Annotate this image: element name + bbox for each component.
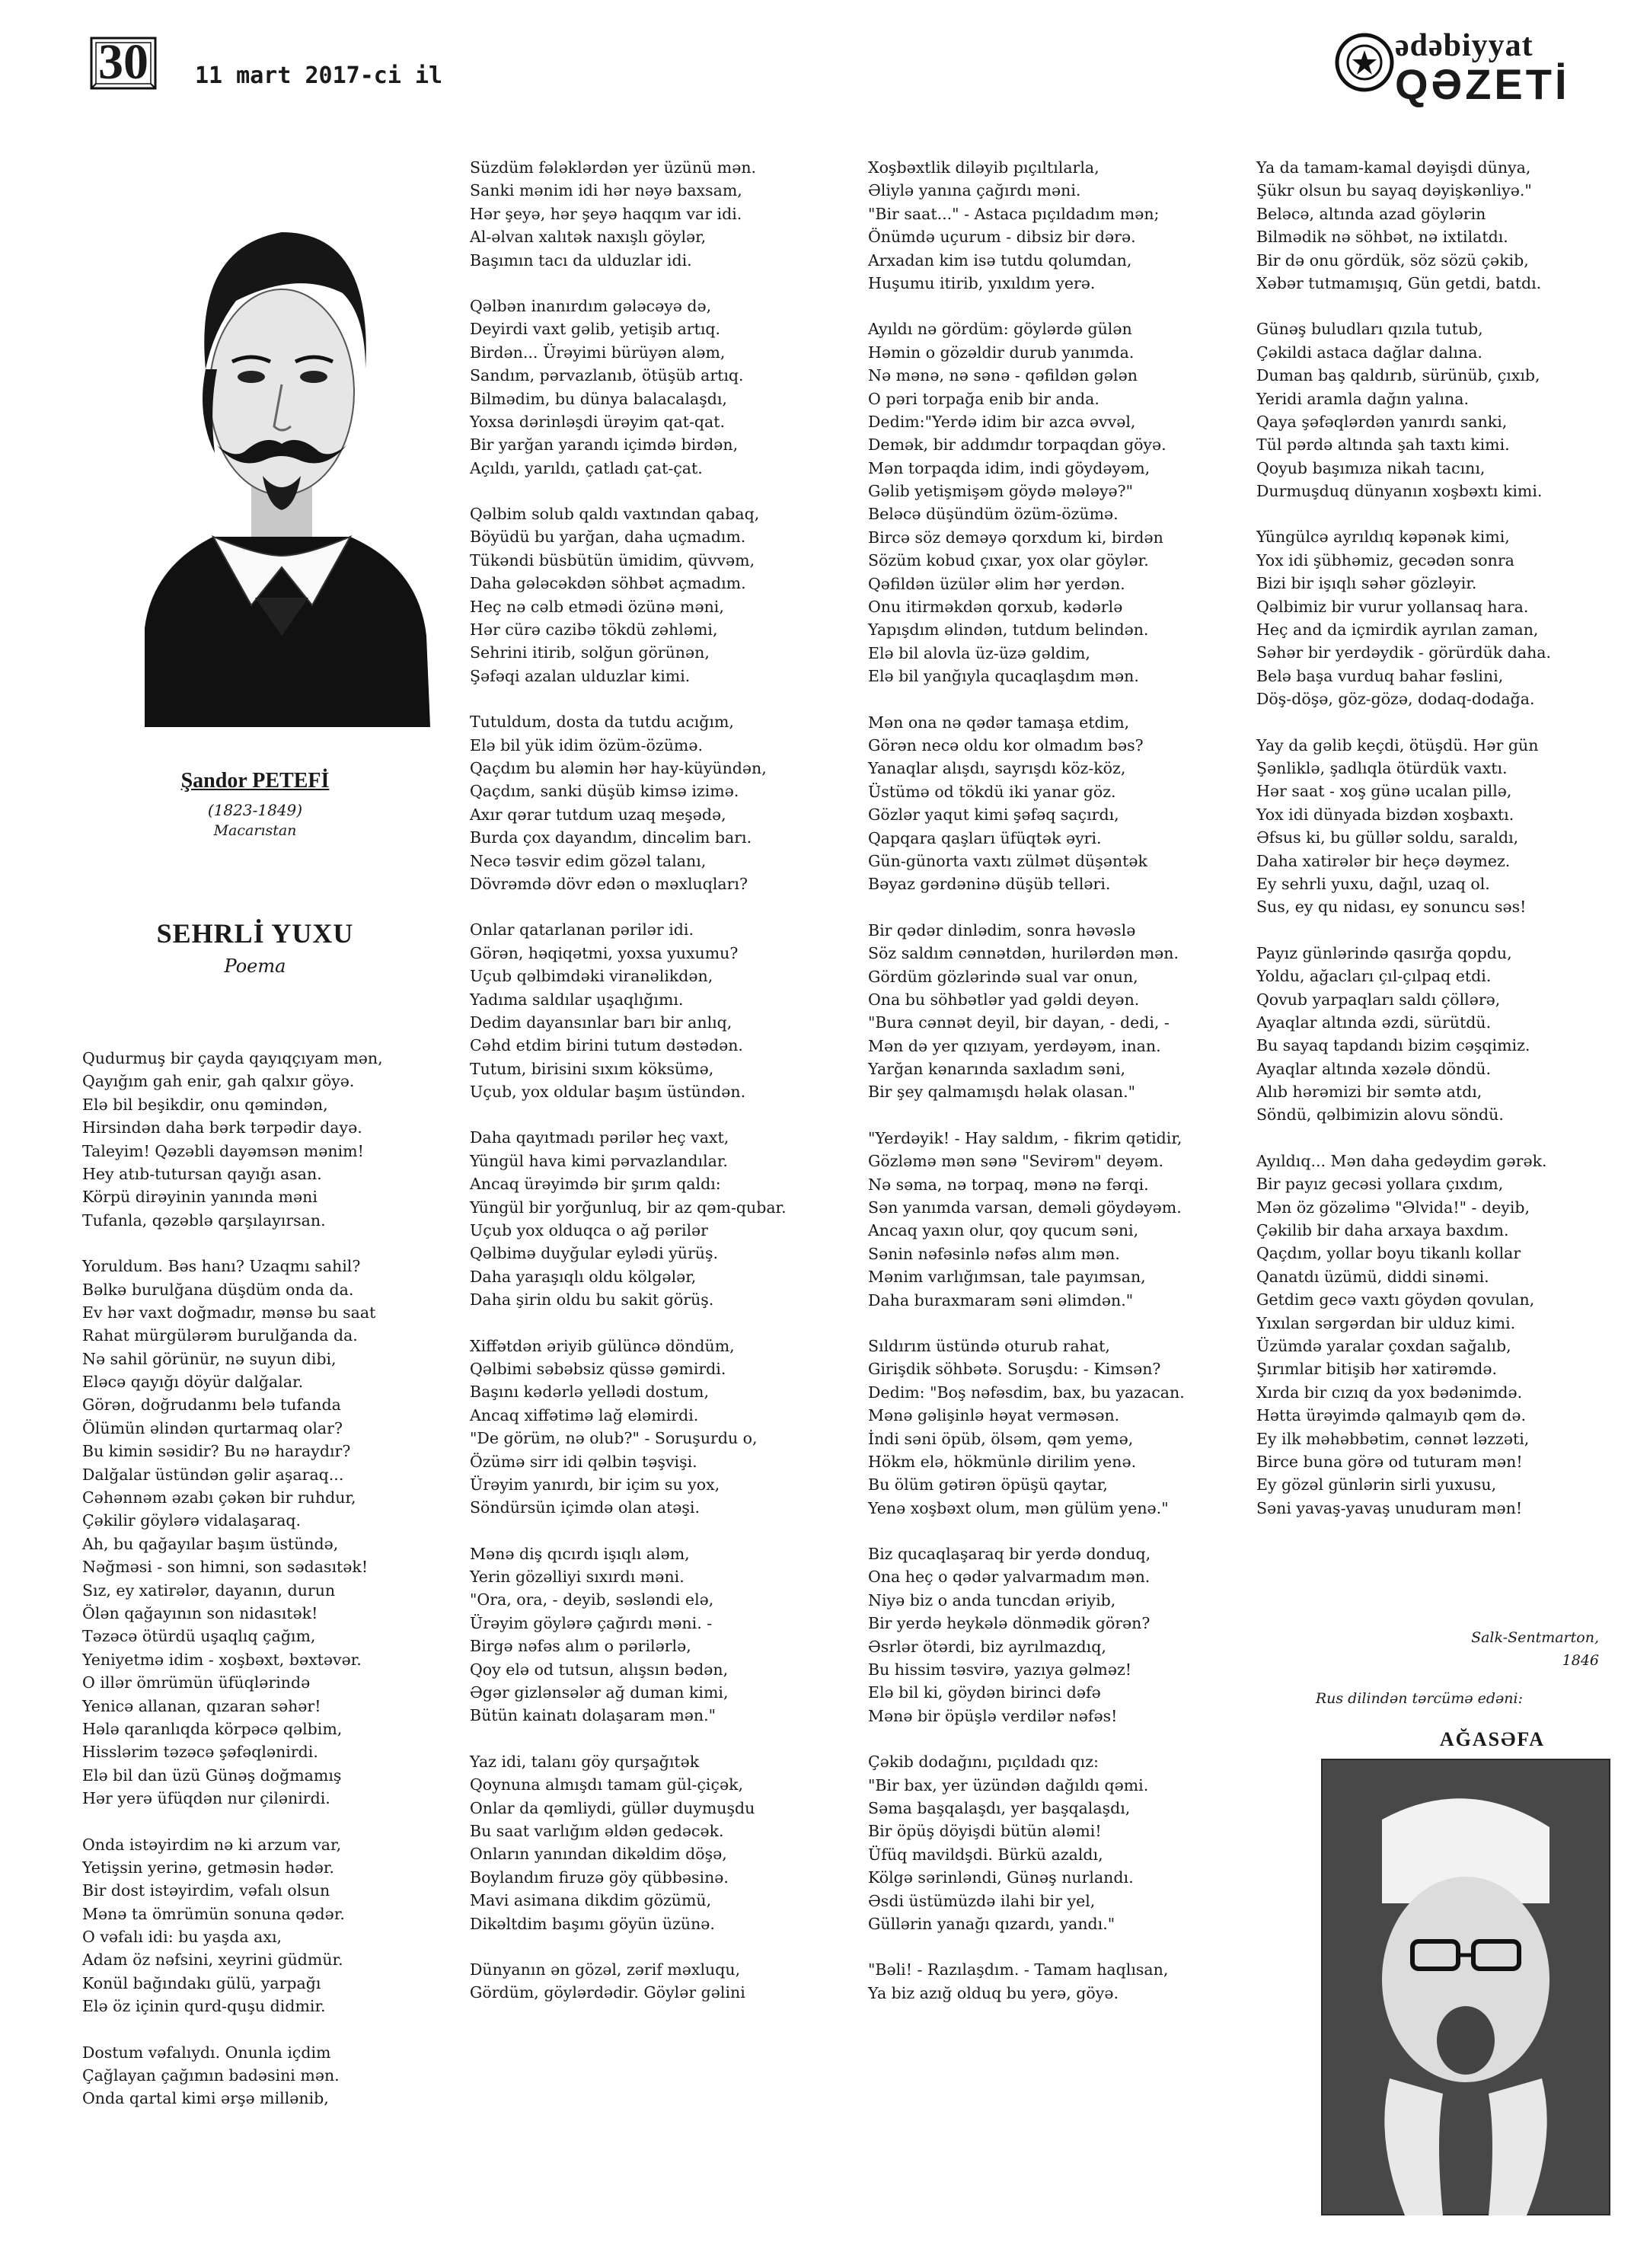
- verse-line: Mənə ta ömrümün sonuna qədər.: [82, 1904, 345, 1923]
- verse-line: Tutuldum, dosta da tutdu acığım,: [470, 713, 734, 732]
- verse-line: Daha buraxmaram səni əlimdən.": [868, 1290, 1134, 1309]
- verse-line: Bu ölüm gətirən öpüşü qaytar,: [868, 1475, 1108, 1494]
- verse-line: Sız, ey xatirələr, dayanın, durun: [82, 1581, 336, 1600]
- verse-line: İndi səni öpüb, ölsəm, qəm yemə,: [868, 1429, 1134, 1448]
- verse-line: Qəlbən inanırdım gələcəyə də,: [470, 296, 712, 315]
- verse-line: Qapqara qaşları üfüqtək əyri.: [868, 828, 1102, 847]
- verse-line: Günəş buludları qızıla tutub,: [1256, 320, 1483, 339]
- verse-line: Səni yavaş-yavaş unuduram mən!: [1256, 1498, 1523, 1517]
- verse-line: Demək, bir addımdır torpaqdan göyə.: [868, 435, 1166, 455]
- verse-line: Sənin nəfəsinlə nəfəs alım mən.: [868, 1244, 1120, 1263]
- verse-line: Cəhənnəm əzabı çəkən bir ruhdur,: [82, 1488, 356, 1507]
- verse-line: Qaçdım, sanki düşüb kimsə izimə.: [470, 782, 739, 801]
- signature-place: Salk-Sentmarton,: [1471, 1629, 1599, 1646]
- verse-line: Böyüdü bu yarğan, daha uçmadım.: [470, 528, 746, 547]
- verse-line: Əfsus ki, bu güllər soldu, saraldı,: [1256, 828, 1519, 847]
- verse-line: Nə səma, nə torpaq, mənə nə fərqi.: [868, 1175, 1149, 1194]
- verse-line: Mənə bir öpüşlə verdilər nəfəs!: [868, 1706, 1118, 1725]
- verse-line: Hətta ürəyimdə qalmayıb qəm də.: [1256, 1406, 1527, 1425]
- verse-line: Hey atıb-tutursan qayığı asan.: [82, 1164, 322, 1183]
- verse-line: Qoyub başımıza nikah tacını,: [1256, 458, 1486, 477]
- verse-line: Süzdüm fələklərdən yer üzünü mən.: [470, 158, 757, 177]
- verse-line: Bir şey qalmamışdı həlak olasan.": [868, 1083, 1136, 1102]
- verse-line: Xoşbəxtlik diləyib pıçıltılarla,: [868, 158, 1099, 177]
- verse-line: Şırımlar bitişib hər xatirəmdə.: [1256, 1360, 1498, 1379]
- verse-line: Yadıma saldılar uşaqlığımı.: [470, 990, 684, 1009]
- masthead-bottom: QƏZETİ: [1395, 60, 1570, 108]
- verse-line: Onda qartal kimi ərşə millənib,: [82, 2089, 329, 2108]
- verse-line: Əliylə yanına çağırdı məni.: [868, 181, 1081, 200]
- verse-line: Cəhd etdim birini tutum dəstədən.: [470, 1036, 743, 1055]
- poem-column-3: [868, 156, 1185, 2027]
- verse-line: Belə başa vurduq bahar fəslini,: [1256, 666, 1504, 685]
- verse-line: "De görüm, nə olub?" - Soruşurdu o,: [470, 1429, 758, 1448]
- verse-line: Yenicə allanan, qızaran səhər!: [82, 1696, 321, 1715]
- verse-line: Getdim gecə vaxtı göydən qovulan,: [1256, 1290, 1535, 1309]
- verse-line: "Bəli! - Razılaşdım. - Tamam haqlısan,: [868, 1960, 1169, 1979]
- verse-line: Yoxsa dərinləşdi ürəyim qat-qat.: [470, 412, 725, 431]
- verse-line: Payız günlərində qasırğa qopdu,: [1256, 943, 1512, 962]
- verse-line: Xəbər tutmamışıq, Gün getdi, batdı.: [1256, 273, 1542, 292]
- verse-line: Dalğalar üstündən gəlir aşaraq...: [82, 1465, 344, 1484]
- translation-note: Rus dilindən tərcümə edəni:: [1315, 1690, 1523, 1707]
- stanza: [470, 502, 787, 687]
- verse-line: Bir yerdə heykələ dönmədik görən?: [868, 1614, 1151, 1633]
- verse-line: "Ora, ora, - deyib, səsləndi elə,: [470, 1590, 714, 1609]
- verse-line: Konül bağındakı gülü, yarpağı: [82, 1973, 321, 1992]
- poem-column-4: [1256, 156, 1551, 1542]
- verse-line: Mən ona nə qədər tamaşa etdim,: [868, 713, 1130, 732]
- verse-line: Elə bil yük idim özüm-özümə.: [470, 735, 703, 754]
- verse-line: Ürəyim yanırdı, bir içim su yox,: [470, 1475, 720, 1494]
- stanza: [470, 1542, 787, 1727]
- verse-line: Onların yanından dikəldim döşə,: [470, 1845, 727, 1864]
- verse-line: Hər yerə üfüqdən nur çilənirdi.: [82, 1789, 330, 1808]
- signature-year: 1846: [1562, 1652, 1599, 1669]
- verse-line: Qovub yarpaqları saldı çöllərə,: [1256, 990, 1501, 1009]
- verse-line: Yoldu, ağacları çıl-çılpaq etdi.: [1256, 967, 1492, 986]
- verse-line: Ölümün əlindən qurtarmaq olar?: [82, 1418, 343, 1437]
- poem-subtitle: Poema: [224, 955, 286, 977]
- verse-line: Taleyim! Qəzəbli dayəmsən mənim!: [82, 1141, 364, 1160]
- verse-line: Daha şirin oldu bu sakit görüş.: [470, 1290, 714, 1309]
- verse-line: Biz qucaqlaşaraq bir yerdə donduq,: [868, 1545, 1151, 1564]
- verse-line: Çəkib dodağını, pıçıldadı qız:: [868, 1753, 1099, 1772]
- verse-line: Ayıldıq... Mən daha gedəydim gərək.: [1256, 1151, 1547, 1170]
- stanza: [1256, 525, 1551, 710]
- verse-line: Mən də yer qızıyam, yerdəyəm, inan.: [868, 1036, 1161, 1055]
- verse-line: Söz saldım cənnətdən, hurilərdən mən.: [868, 944, 1179, 963]
- verse-line: Uçub qəlbimdəki viranəlikdən,: [470, 967, 713, 986]
- verse-line: Çəkilib bir daha arxaya baxdım.: [1256, 1221, 1509, 1240]
- verse-line: Hər şeyə, hər şeyə haqqım var idi.: [470, 204, 742, 223]
- stanza: [868, 156, 1185, 295]
- masthead-top: ədəbiyyat: [1395, 28, 1534, 63]
- verse-line: Çağlayan çağımın badəsini mən.: [82, 2066, 340, 2085]
- stanza: [868, 317, 1185, 687]
- verse-line: Təzəcə ötürdü uşaqlıq çağım,: [82, 1627, 316, 1646]
- verse-line: Qəlbimi səbəbsiz qüssə gəmirdi.: [470, 1359, 726, 1378]
- verse-line: Ona heç o qədər yalvarmadım mən.: [868, 1568, 1151, 1587]
- verse-line: Bilmədim, bu dünya balacalaşdı,: [470, 389, 727, 408]
- verse-line: Mənə diş qıcırdı işıqlı aləm,: [470, 1544, 690, 1563]
- verse-line: Körpü dirəyinin yanında məni: [82, 1188, 318, 1207]
- verse-line: Hirsindən daha bərk tərpədir dayə.: [82, 1118, 362, 1137]
- verse-line: Görən, doğrudanmı belə tufanda: [82, 1396, 341, 1415]
- verse-line: Ayıldı nə gördüm: göylərdə gülən: [868, 320, 1132, 339]
- verse-line: Onlar qatarlanan pərilər idi.: [470, 920, 694, 939]
- verse-line: Bir öpüş döyişdi bütün aləmi!: [868, 1822, 1102, 1841]
- verse-line: Yenə xoşbəxt olum, mən gülüm yenə.": [868, 1498, 1169, 1517]
- verse-line: Mən öz gözəlimə "Əlvida!" - deyib,: [1256, 1198, 1530, 1217]
- verse-line: Kölgə sərinləndi, Günəş nurlandı.: [868, 1868, 1134, 1887]
- poet-country: Macarıstan: [213, 822, 297, 839]
- verse-line: Bilmədik nə söhbət, nə ixtilatdı.: [1256, 228, 1508, 247]
- stanza: [470, 1750, 787, 1935]
- verse-line: Elə bil alovla üz-üzə gəldim,: [868, 643, 1090, 662]
- verse-line: Həmin o gözəldir durub yanımda.: [868, 343, 1135, 362]
- stanza: [470, 918, 787, 1103]
- verse-line: Güllərin yanağı qızardı, yandı.": [868, 1914, 1115, 1933]
- verse-line: Nəğməsi - son himni, son sədasıtək!: [82, 1558, 369, 1577]
- masthead: [1332, 23, 1569, 107]
- verse-line: Qayığım gah enir, gah qalxır göyə.: [82, 1072, 355, 1091]
- verse-line: Sıldırım üstündə oturub rahat,: [868, 1336, 1110, 1355]
- verse-line: Yıxılan sərgərdan bir ulduz kimi.: [1256, 1313, 1516, 1332]
- verse-line: Başımın tacı da ulduzlar idi.: [470, 250, 692, 270]
- verse-line: Bir də onu gördük, söz sözü çəkib,: [1256, 250, 1529, 270]
- verse-line: Yay da gəlib keçdi, ötüşdü. Hər gün: [1256, 735, 1539, 754]
- verse-line: Ey gözəl günlərin sirli yuxusu,: [1256, 1475, 1497, 1494]
- verse-line: Xiffətdən əriyib gülüncə döndüm,: [470, 1336, 735, 1355]
- stanza: [1256, 1150, 1551, 1520]
- verse-line: Onu itirməkdən qorxub, kədərlə: [868, 598, 1123, 617]
- stanza: [470, 1958, 787, 2005]
- verse-line: Bu sayaq tapdandı bizim cəşqimiz.: [1256, 1036, 1530, 1055]
- verse-line: Daha gələcəkdən söhbət açmadım.: [470, 574, 746, 593]
- verse-line: Sus, ey qu nidası, ey sonuncu səs!: [1256, 898, 1527, 917]
- verse-line: Nə mənə, nə sənə - qəfildən gələn: [868, 366, 1138, 385]
- verse-line: Qoy elə od tutsun, alışsın bədən,: [470, 1660, 729, 1679]
- verse-line: Özümə sirr idi qəlbin təşvişi.: [470, 1452, 697, 1471]
- verse-line: Bu saat varlığım əldən gedəcək.: [470, 1822, 724, 1840]
- verse-line: Burda çox dayandım, dincəlim barı.: [470, 828, 752, 847]
- verse-line: Sözüm kobud çıxar, yox olar göylər.: [868, 551, 1149, 570]
- verse-line: Gördüm gözlərində sual var onun,: [868, 967, 1138, 986]
- verse-line: Ancaq xiffətimə lağ eləmirdi.: [470, 1405, 699, 1424]
- verse-line: Ancaq yaxın olur, qoy qucum səni,: [868, 1221, 1139, 1240]
- verse-line: Bircə söz deməyə qorxdum ki, birdən: [868, 528, 1163, 547]
- verse-line: Mavi asimana dikdim gözümü,: [470, 1891, 712, 1910]
- stanza: [82, 1833, 383, 2018]
- verse-line: Daha xatirələr bir heçə dəymez.: [1256, 851, 1511, 870]
- verse-line: Yoruldum. Bəs hanı? Uzaqmı sahil?: [82, 1257, 361, 1276]
- verse-line: Elə bil beşikdir, onu qəmindən,: [82, 1095, 328, 1114]
- verse-line: Qəlbimə duyğular eylədi yürüş.: [470, 1244, 719, 1263]
- verse-line: Hər saat - xoş günə ucalan pillə,: [1256, 782, 1512, 801]
- verse-line: Söndü, qəlbimizin alovu söndü.: [1256, 1105, 1504, 1124]
- verse-line: Bizi bir işıqlı səhər gözləyir.: [1256, 574, 1477, 593]
- stanza: [1256, 317, 1551, 502]
- verse-line: Duman baş qaldırıb, sürünüb, çıxıb,: [1256, 366, 1540, 385]
- stanza: [868, 919, 1185, 1104]
- verse-line: Yox idi şübhəmiz, gecədən sonra: [1256, 550, 1514, 569]
- stanza: [868, 1958, 1185, 2005]
- verse-line: Söndürsün içimdə olan atəşi.: [470, 1498, 700, 1517]
- verse-line: Qəfildən üzülər əlim hər yerdən.: [868, 574, 1125, 593]
- verse-line: Bütün kainatı dolaşaram mən.": [470, 1706, 716, 1725]
- stanza: [1256, 942, 1551, 1127]
- stanza: [1256, 156, 1551, 295]
- verse-line: Ah, bu qağayılar başım üstündə,: [82, 1534, 339, 1553]
- verse-line: Açıldı, yarıldı, çatladı çat-çat.: [470, 458, 703, 477]
- verse-line: Elə öz içinin qurd-quşu didmir.: [82, 1997, 326, 2016]
- stanza: [868, 1127, 1185, 1312]
- verse-line: Bir yarğan yarandı içimdə birdən,: [470, 435, 739, 455]
- verse-line: Qaya şəfəqlərdən yanırdı sanki,: [1256, 412, 1508, 431]
- page-header: [0, 0, 1650, 114]
- verse-line: Sehrini itirib, solğun görünən,: [470, 643, 710, 662]
- verse-line: "Bir bax, yer üzündən dağıldı qəmi.: [868, 1775, 1149, 1794]
- verse-line: Ey ilk məhəbbətim, cənnət ləzzəti,: [1256, 1429, 1530, 1448]
- verse-line: Ayaqlar altında əzdi, sürütdü.: [1256, 1013, 1492, 1032]
- verse-line: Onda istəyirdim nə ki arzum var,: [82, 1835, 342, 1854]
- verse-line: Gördüm, göylərdədir. Göylər gəlini: [470, 1983, 745, 2002]
- verse-line: Rahat mürgülərəm burulğanda da.: [82, 1326, 358, 1345]
- verse-line: Mənim varlığımsan, tale payımsan,: [868, 1268, 1146, 1287]
- verse-line: Dedim: "Boş nəfəsdim, bax, bu yazacan.: [868, 1383, 1185, 1402]
- stanza: [868, 1542, 1185, 1727]
- poem-column-1: [82, 1047, 383, 2133]
- verse-line: "Bura cənnət deyil, bir dayan, - dedi, -: [868, 1013, 1170, 1032]
- poet-portrait: [122, 141, 442, 727]
- verse-line: Gəlib yetişmişəm göydə mələyə?": [868, 482, 1134, 501]
- verse-line: Qəlbim solub qaldı vaxtından qabaq,: [470, 505, 760, 524]
- verse-line: Yox idi dünyada bizdən xoşbaxtı.: [1256, 805, 1514, 824]
- verse-line: Beləcə, altında azad göylərin: [1256, 204, 1486, 223]
- translator-photo: [1321, 1759, 1610, 2215]
- verse-line: Çəkildi astaca dağlar dalına.: [1256, 343, 1482, 362]
- poet-years: (1823-1849): [207, 801, 303, 819]
- verse-line: Dostum vəfalıydı. Onunla içdim: [82, 2043, 331, 2062]
- translator-name: AĞASƏFA: [1439, 1728, 1546, 1750]
- verse-line: Huşumu itirib, yıxıldım yerə.: [868, 273, 1096, 292]
- verse-line: Yetişsin yerinə, getməsin hədər.: [82, 1858, 334, 1877]
- verse-line: Birce buna görə od tuturam mən!: [1256, 1452, 1523, 1471]
- page-number: [85, 32, 161, 93]
- page-number-text: 30: [98, 34, 148, 90]
- verse-line: Xırda bir cızıq da yox bədənimdə.: [1256, 1383, 1523, 1402]
- verse-line: Birgə nəfəs alım o pərilərlə,: [470, 1637, 691, 1656]
- verse-line: Beləcə düşündüm özüm-özümə.: [868, 505, 1119, 524]
- verse-line: O illər ömrümün üfüqlərində: [82, 1673, 311, 1692]
- verse-line: Ya biz azığ olduq bu yerə, göyə.: [868, 1983, 1119, 2002]
- stanza: [868, 711, 1185, 896]
- verse-line: Bir qədər dinlədim, sonra həvəslə: [868, 920, 1136, 939]
- verse-line: Axır qərar tutdum uzaq meşədə,: [470, 805, 726, 824]
- verse-line: Bir dost istəyirdim, vəfalı olsun: [82, 1881, 330, 1900]
- verse-line: Döş-döşə, göz-gözə, dodaq-dodağa.: [1256, 690, 1535, 709]
- verse-line: Durmuşduq dünyanın xoşbəxtı kimi.: [1256, 482, 1543, 501]
- verse-line: Alıb hərəmizi bir səmtə atdı,: [1256, 1083, 1482, 1102]
- verse-line: Önümdə uçurum - dibsiz bir dərə.: [868, 228, 1136, 247]
- verse-line: Ev hər vaxt doğmadır, mənsə bu saat: [82, 1303, 376, 1322]
- verse-line: Başını kədərlə yellədi dostum,: [470, 1383, 709, 1402]
- verse-line: Şükr olsun bu sayaq dəyişkənliyə.": [1256, 181, 1532, 200]
- stanza: [82, 1255, 383, 1810]
- verse-line: Boylandım firuzə göy qübbəsinə.: [470, 1868, 729, 1887]
- verse-line: Mən torpaqda idim, indi göydəyəm,: [868, 458, 1151, 477]
- stanza: [868, 1750, 1185, 1935]
- verse-line: Deyirdi vaxt gəlib, yetişib artıq.: [470, 320, 721, 339]
- verse-line: Tükəndi büsbütün ümidim, qüvvəm,: [470, 550, 755, 569]
- stanza: [470, 1126, 787, 1311]
- verse-line: Nə sahil görünür, nə suyun dibi,: [82, 1349, 337, 1368]
- verse-line: Qaçdım bu aləmin hər hay-küyündən,: [470, 758, 767, 777]
- verse-line: Dövrəmdə dövr edən o məxluqları?: [470, 874, 748, 893]
- verse-line: Qudurmuş bir çayda qayıqçıyam mən,: [82, 1049, 383, 1067]
- verse-line: Gün-günorta vaxtı zülmət düşəntək: [868, 851, 1147, 870]
- verse-line: Daha yaraşıqlı oldu kölgələr,: [470, 1267, 697, 1286]
- verse-line: Gözlər yaqut kimi şəfəq saçırdı,: [868, 805, 1119, 825]
- verse-line: Sandım, pərvazlanıb, ötüşüb artıq.: [470, 366, 744, 385]
- verse-line: Ya da tamam-kamal dəyişdi dünya,: [1256, 158, 1531, 177]
- verse-line: Elə bil yanğıyla qucaqlaşdım mən.: [868, 667, 1139, 686]
- verse-line: Daha qayıtmadı pərilər heç vaxt,: [470, 1128, 729, 1147]
- verse-line: Bəlkə burulğana düşdüm onda da.: [82, 1280, 354, 1299]
- verse-line: Heç and da içmirdik ayrılan zaman,: [1256, 620, 1539, 640]
- verse-line: Al-əlvan xalıtək naxışlı göylər,: [470, 228, 707, 247]
- verse-line: Əsrlər ötərdi, biz ayrılmazdıq,: [868, 1637, 1106, 1656]
- verse-line: Qaçdım, yollar boyu tikanlı kollar: [1256, 1244, 1521, 1263]
- verse-line: Yarğan kənarında saxladım səni,: [868, 1060, 1126, 1079]
- verse-line: Birdən... Ürəyimi bürüyən aləm,: [470, 343, 726, 362]
- verse-line: Görən necə oldu kor olmadım bəs?: [868, 735, 1144, 754]
- verse-line: Heç nə cəlb etmədi özünə məni,: [470, 597, 724, 616]
- verse-line: Yerin gözəlliyi sıxırdı məni.: [470, 1568, 685, 1587]
- verse-line: Üfüq mavildşdi. Bürkü azaldı,: [868, 1845, 1103, 1864]
- verse-line: Ey sehrli yuxu, dağıl, uzaq ol.: [1256, 874, 1490, 893]
- verse-line: Ona bu söhbətlər yad gəldi deyən.: [868, 990, 1140, 1009]
- verse-line: O vəfalı idi: bu yaşda axı,: [82, 1928, 282, 1947]
- verse-line: Qəlbimiz bir vurur yollansaq hara.: [1256, 597, 1529, 616]
- verse-line: Niyə biz o anda tuncdan əriyib,: [868, 1590, 1116, 1609]
- verse-line: Yeniyetmə idim - xoşbəxt, bəxtəvər.: [82, 1650, 362, 1669]
- stanza: [470, 1335, 787, 1520]
- verse-line: Hələ qaranlıqda körpəcə qəlbim,: [82, 1719, 343, 1738]
- verse-line: Yeridi aramla dağın yalına.: [1256, 389, 1470, 408]
- verse-line: O pəri torpağa enib bir anda.: [868, 389, 1099, 408]
- verse-line: Gözləmə mən sənə "Sevirəm" deyəm.: [868, 1152, 1164, 1171]
- verse-line: Elə bil dan üzü Günəş doğmamış: [82, 1766, 342, 1785]
- verse-line: Arxadan kim isə tutdu qolumdan,: [868, 250, 1132, 270]
- verse-line: Onlar da qəmliydi, güllər duymuşdu: [470, 1798, 755, 1817]
- verse-line: Tül pərdə altında şah taxtı kimi.: [1256, 435, 1510, 455]
- verse-line: Bu kimin səsidir? Bu nə haraydır?: [82, 1442, 351, 1461]
- verse-line: Üzümdə yaralar çoxdan sağalıb,: [1256, 1336, 1511, 1355]
- verse-line: Yüngül hava kimi pərvazlandılar.: [470, 1151, 728, 1170]
- stanza: [868, 1335, 1185, 1520]
- poem-title: SEHRLİ YUXU: [156, 918, 354, 949]
- verse-line: Tufanla, qəzəblə qarşılayırsan.: [82, 1211, 326, 1230]
- verse-line: Ancaq ürəyimdə bir şırım qaldı:: [470, 1175, 721, 1194]
- verse-line: Uçub yox olduqca o ağ pərilər: [470, 1221, 708, 1240]
- verse-line: Qanatdı üzümü, diddi sinəmi.: [1256, 1267, 1489, 1286]
- stanza: [470, 295, 787, 480]
- verse-line: Ayaqlar altında xəzələ döndü.: [1256, 1059, 1491, 1078]
- verse-line: Şəfəqi azalan ulduzlar kimi.: [470, 666, 691, 685]
- verse-line: Elə bil ki, göydən birinci dəfə: [868, 1683, 1101, 1702]
- verse-line: Hisslərim təzəcə şəfəqlənirdi.: [82, 1743, 318, 1762]
- verse-line: "Bir saat..." - Astaca pıçıldadım mən;: [868, 204, 1160, 223]
- poet-name: Şandor PETEFİ: [180, 769, 330, 793]
- verse-line: Hər cürə cazibə tökdü zəhləmi,: [470, 620, 718, 640]
- verse-line: Mənə gəlişinlə həyat verməsən.: [868, 1406, 1120, 1425]
- poem-column-2: [470, 156, 787, 2027]
- verse-line: Hökm elə, hökmünlə dirilim yenə.: [868, 1452, 1137, 1471]
- verse-line: Çəkilir göylərə vidalaşaraq.: [82, 1511, 302, 1530]
- verse-line: Yüngülcə ayrıldıq kəpənək kimi,: [1256, 528, 1510, 547]
- issue-date: 11 mart 2017-ci il: [195, 62, 443, 89]
- verse-line: Necə təsvir edim gözəl talanı,: [470, 851, 707, 870]
- verse-line: Girişdik söhbətə. Soruşdu: - Kimsən?: [868, 1360, 1161, 1379]
- verse-line: Əsdi üstümüzdə ilahi bir yel,: [868, 1891, 1096, 1910]
- verse-line: Eləcə qayığı döyür dalğalar.: [82, 1373, 304, 1392]
- verse-line: Dikəltdim başımı göyün üzünə.: [470, 1914, 715, 1933]
- verse-line: Yüngül bir yorğunluq, bir az qəm-qubar.: [470, 1198, 787, 1217]
- verse-line: Sanki mənim idi hər nəyə baxsam,: [470, 181, 742, 200]
- verse-line: Qoynuna almışdı tamam gül-çiçək,: [470, 1775, 744, 1794]
- stanza: [82, 2041, 383, 2110]
- emblem-icon: [1332, 30, 1396, 94]
- verse-line: Tutum, birisini sıxım köksümə,: [470, 1059, 714, 1078]
- verse-line: Bu hissim təsvirə, yazıya gəlməz!: [868, 1660, 1131, 1679]
- stanza: [470, 710, 787, 895]
- stanza: [470, 156, 787, 272]
- verse-line: Bir payız gecəsi yollara çıxdım,: [1256, 1175, 1504, 1194]
- verse-line: Dedim:"Yerdə idim bir azca əvvəl,: [868, 412, 1136, 431]
- verse-line: Görən, həqiqətmi, yoxsa yuxumu?: [470, 943, 739, 962]
- verse-line: Əgər gizlənsələr ağ duman kimi,: [470, 1683, 729, 1702]
- verse-line: Şənliklə, şadlıqla ötürdük vaxtı.: [1256, 758, 1508, 777]
- verse-line: Üstümə od tökdü iki yanar göz.: [868, 782, 1116, 801]
- stanza: [82, 1047, 383, 1232]
- verse-line: Dedim dayansınlar barı bir anlıq,: [470, 1013, 732, 1032]
- verse-line: Dünyanın ən gözəl, zərif məxluqu,: [470, 1960, 741, 1979]
- verse-line: Adam öz nəfsini, xeyrini güdmür.: [82, 1951, 343, 1970]
- verse-line: Ölən qağayının son nidasıtək!: [82, 1603, 318, 1622]
- verse-line: Sən yanımda varsan, deməli göydəyəm.: [868, 1198, 1182, 1217]
- verse-line: Bəyaz gərdəninə düşüb telləri.: [868, 875, 1111, 894]
- verse-line: Yaz idi, talanı göy qurşağıtək: [470, 1752, 700, 1771]
- verse-line: Yanaqlar alışdı, sayrışdı köz-köz,: [868, 759, 1126, 778]
- verse-line: Uçub, yox oldular başım üstündən.: [470, 1083, 746, 1102]
- verse-line: Səhər bir yerdəydik - görürdük daha.: [1256, 643, 1552, 662]
- verse-line: Yapışdım əlindən, tutdum belindən.: [868, 620, 1149, 640]
- verse-line: Ürəyim göylərə çağırdı məni. -: [470, 1613, 713, 1632]
- verse-line: Səma başqalaşdı, yer başqalaşdı,: [868, 1799, 1131, 1817]
- verse-line: "Yerdəyik! - Hay saldım, - fikrim qətidir,: [868, 1128, 1182, 1147]
- stanza: [1256, 734, 1551, 919]
